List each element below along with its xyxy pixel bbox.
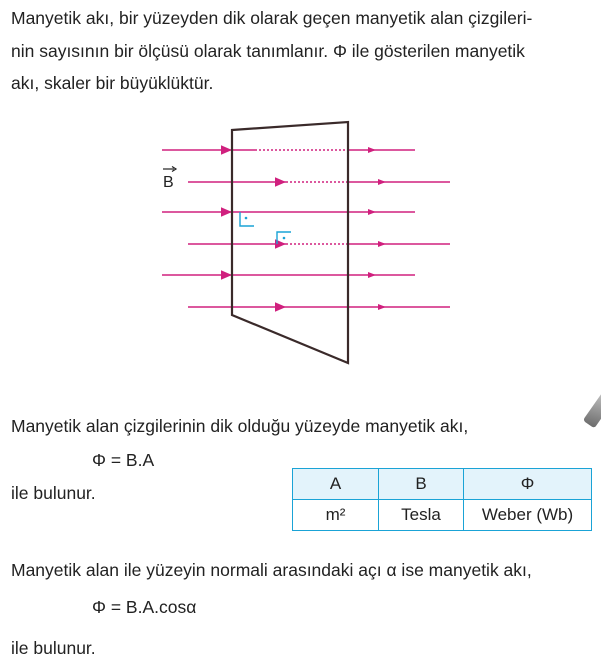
surface-plane: [232, 122, 348, 363]
found-text-1: ile bulunur.: [11, 483, 96, 503]
unit-field: Tesla: [379, 500, 464, 531]
vector-b-label: B: [163, 174, 174, 191]
unit-area: m²: [293, 500, 379, 531]
intro-line-3: akı, skaler bir büyüklüktür.: [11, 73, 214, 93]
formula-flux: Φ = B.A: [92, 450, 155, 470]
table-header-row: [293, 469, 592, 500]
page-edge-decoration: [583, 388, 601, 429]
right-angle-markers: [240, 212, 291, 244]
intro-line-1: Manyetik akı, bir yüzeyden dik olarak geçen manyetik alan çizgileri-: [11, 8, 533, 28]
magnetic-flux-diagram: [150, 115, 450, 365]
table-units-row: [293, 500, 592, 531]
field-lines-left: [162, 150, 286, 307]
header-area: A: [293, 469, 379, 500]
intro-line-2: nin sayısının bir ölçüsü olarak tanımlanır. Φ ile gösterilen manyetik: [11, 41, 525, 61]
units-table: [292, 468, 592, 531]
formula-flux-cos: Φ = B.A.cosα: [92, 597, 197, 617]
field-lines-right: [348, 147, 450, 310]
unit-flux: Weber (Wb): [464, 500, 592, 531]
found-text-2: ile bulunur.: [11, 638, 96, 658]
perpendicular-text: Manyetik alan çizgilerinin dik olduğu yüzeyde manyetik akı,: [11, 416, 469, 436]
angle-text: Manyetik alan ile yüzeyin normali arasındaki açı α ise manyetik akı,: [11, 560, 532, 580]
header-flux: Φ: [464, 469, 592, 500]
header-field: B: [379, 469, 464, 500]
